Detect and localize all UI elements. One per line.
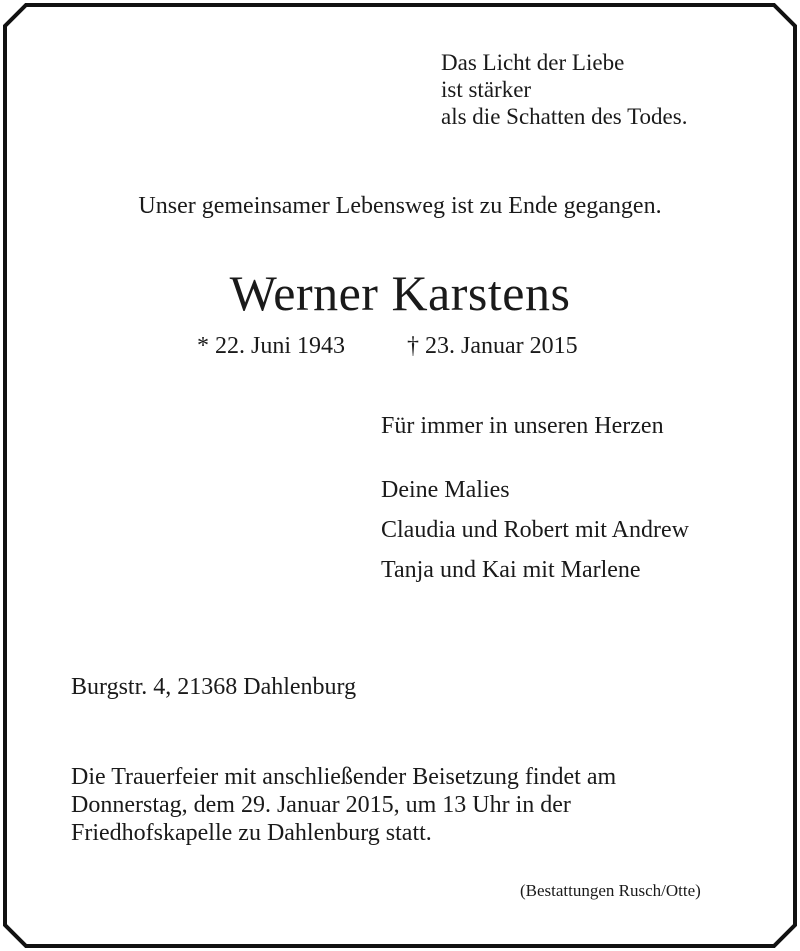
quote-line: ist stärker [441, 77, 532, 102]
address-text: Burgstr. 4, 21368 Dahlenburg [71, 674, 357, 700]
ceremony-line: Die Trauerfeier mit anschließender Beisetzung findet am [71, 764, 617, 790]
ceremony-line: Donnerstag, dem 29. Januar 2015, um 13 Uhr in der [71, 792, 571, 818]
mourner-entry: Claudia und Robert mit Andrew [381, 517, 689, 543]
undertaker-credit: (Bestattungen Rusch/Otte) [520, 881, 701, 900]
mourner-entry: Deine Malies [381, 477, 510, 503]
birth-date: * 22. Juni 1943 [197, 333, 346, 359]
deceased-name: Werner Karstens [229, 265, 571, 321]
ceremony-notice [71, 763, 616, 847]
death-date: † 23. Januar 2015 [407, 333, 578, 359]
mourners-list [381, 470, 689, 590]
quote-line: als die Schatten des Todes. [441, 104, 688, 129]
mourner-entry: Tanja und Kai mit Marlene [381, 557, 641, 583]
intro-text: Unser gemeinsamer Lebensweg ist zu Ende gegangen. [138, 193, 662, 219]
quote-line: Das Licht der Liebe [441, 50, 625, 75]
ceremony-line: Friedhofskapelle zu Dahlenburg statt. [71, 820, 432, 846]
motto-text: Für immer in unseren Herzen [381, 413, 664, 439]
quote-block [441, 49, 687, 130]
